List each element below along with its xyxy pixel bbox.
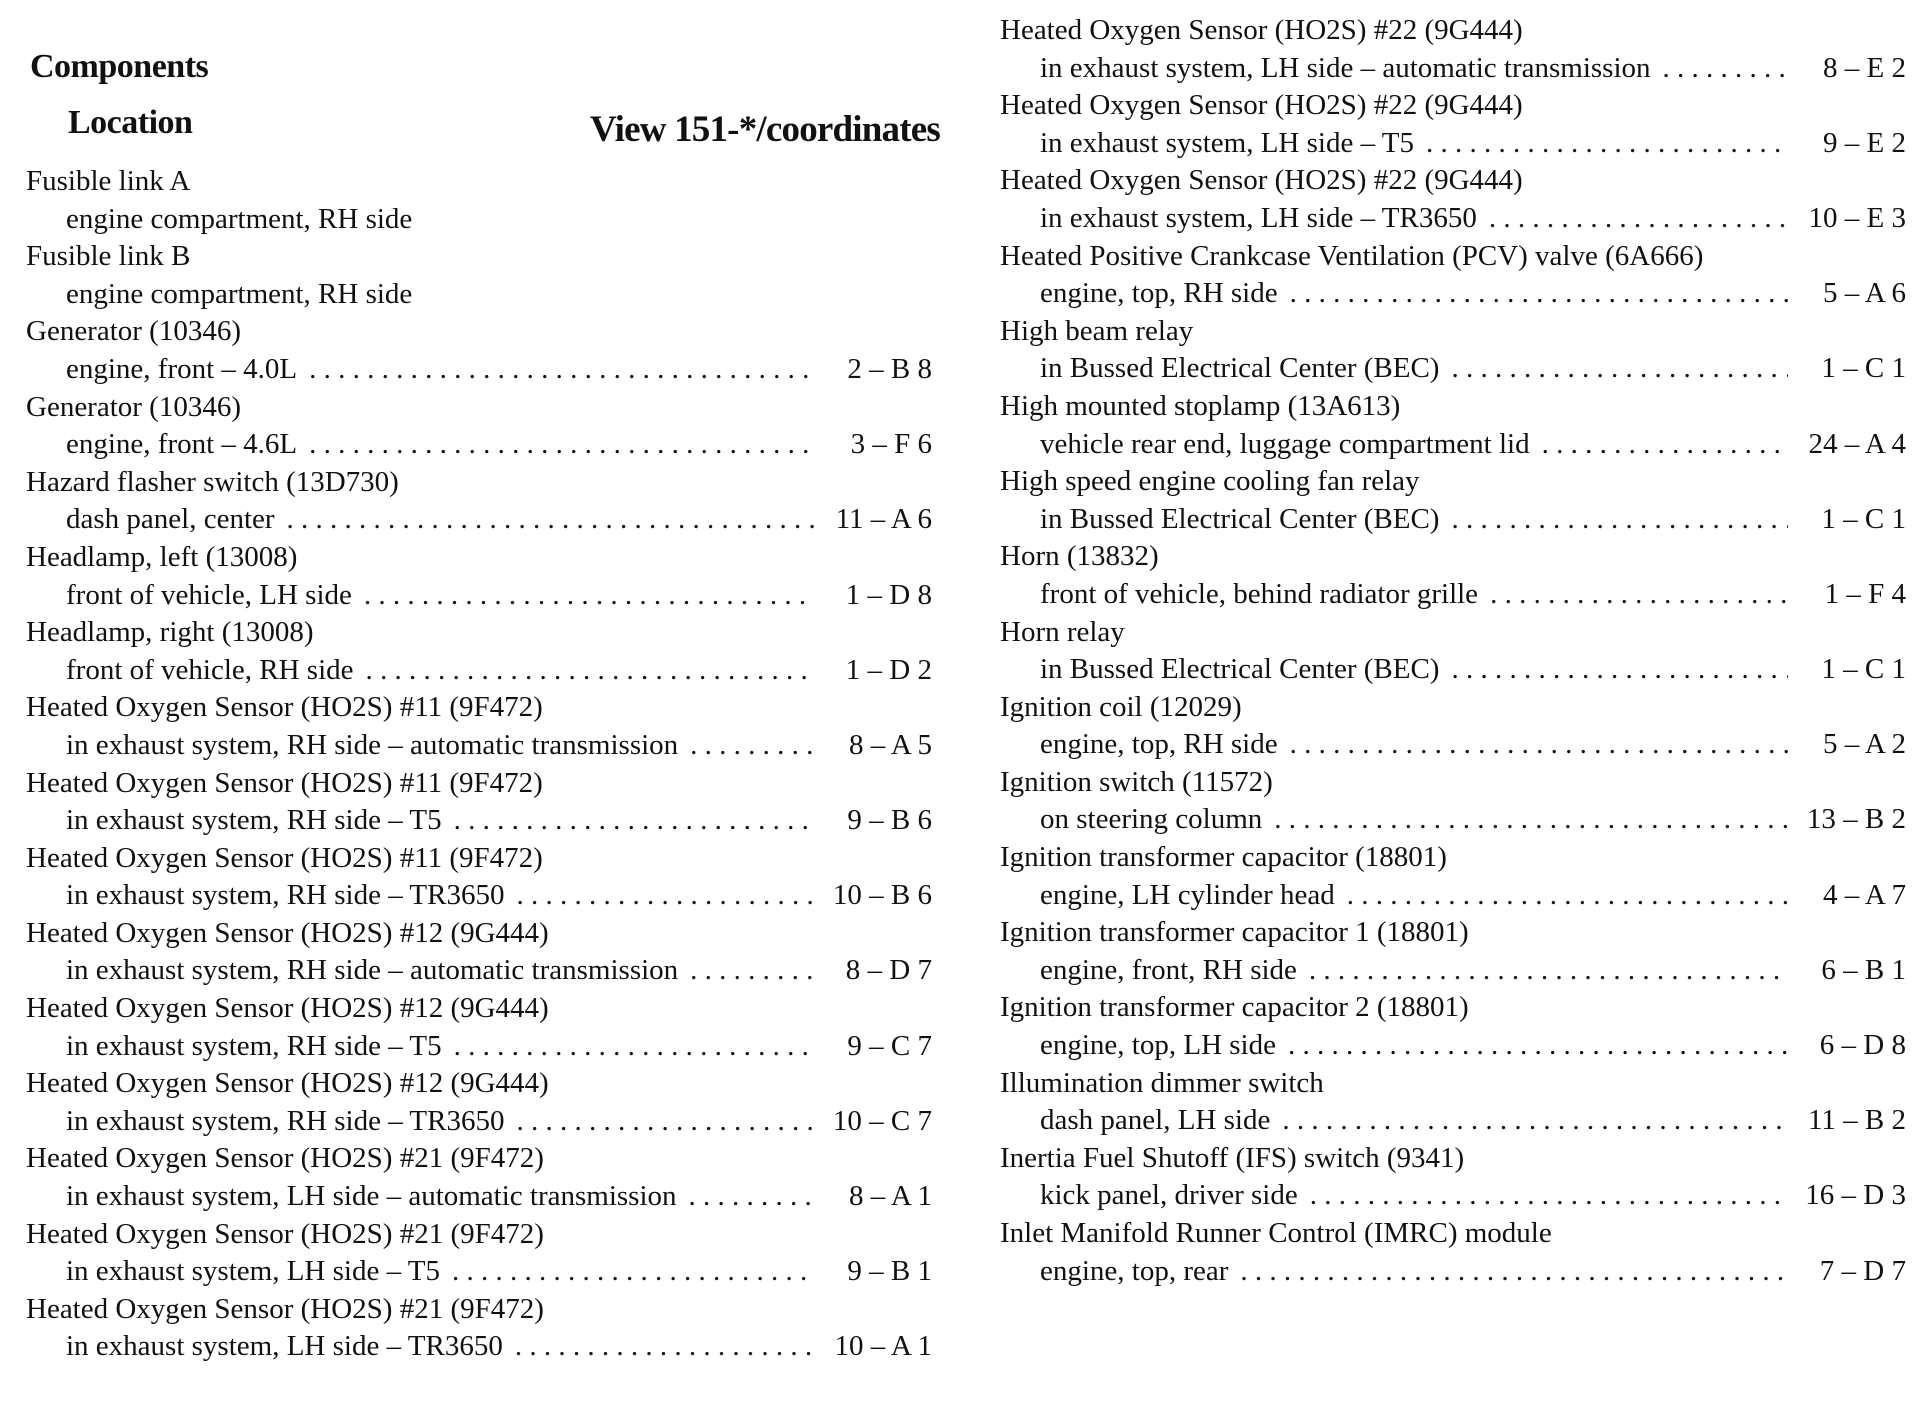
component-location-row	[26, 1328, 938, 1366]
component-name: Heated Oxygen Sensor (HO2S) #21 (9F472)	[26, 1142, 544, 1175]
heading-location: Location	[68, 104, 193, 141]
view-coordinate: 8 – A 1	[849, 1180, 932, 1213]
component-location: in exhaust system, RH side – TR3650	[66, 1104, 505, 1137]
component-location-row	[26, 201, 938, 239]
component-location-row	[1000, 200, 1912, 238]
component-location-row	[26, 802, 938, 840]
component-location-row	[26, 1253, 938, 1291]
component-name: Headlamp, right (13008)	[26, 616, 314, 649]
component-location-row	[26, 577, 938, 615]
component-name: Heated Oxygen Sensor (HO2S) #12 (9G444)	[26, 916, 549, 949]
component-location-row	[1000, 877, 1912, 915]
component-entry	[26, 238, 938, 313]
component-name: Heated Oxygen Sensor (HO2S) #22 (9G444)	[1000, 89, 1523, 122]
component-location-row	[26, 877, 938, 915]
left-entry-list	[26, 163, 938, 1366]
component-name: Generator (10346)	[26, 390, 241, 423]
view-coordinate: 6 – B 1	[1821, 953, 1906, 986]
component-name: Heated Positive Crankcase Ventilation (PCV) valve (6A666)	[1000, 239, 1704, 272]
component-entry	[1000, 87, 1912, 162]
dot-leader	[275, 501, 814, 539]
component-location: engine, top, RH side	[1040, 277, 1278, 310]
component-entry	[26, 389, 938, 464]
component-location: dash panel, LH side	[1040, 1104, 1271, 1137]
component-name: Heated Oxygen Sensor (HO2S) #11 (9F472)	[26, 766, 543, 799]
component-location-row	[1000, 501, 1912, 539]
component-entry	[26, 1140, 938, 1215]
component-entry	[26, 313, 938, 388]
component-entry	[1000, 914, 1912, 989]
component-location-row	[1000, 952, 1912, 990]
dot-leader	[354, 652, 814, 690]
component-name: Ignition transformer capacitor (18801)	[1000, 841, 1447, 874]
component-name: Heated Oxygen Sensor (HO2S) #22 (9G444)	[1000, 14, 1523, 46]
dot-leader	[1530, 426, 1788, 464]
component-location-row	[1000, 1253, 1912, 1291]
component-location: engine compartment, RH side	[66, 202, 413, 235]
component-location-row	[1000, 801, 1912, 839]
dot-leader	[504, 1103, 814, 1141]
component-entry	[1000, 689, 1912, 764]
heading-view-coordinates: View 151-*/coordinates	[590, 109, 940, 150]
view-coordinate: 5 – A 2	[1823, 728, 1906, 761]
component-location: engine, front, RH side	[1040, 953, 1297, 986]
component-location-row	[1000, 1102, 1912, 1140]
component-location: in Bussed Electrical Center (BEC)	[1040, 352, 1440, 385]
dot-leader	[1262, 801, 1788, 839]
component-entry	[26, 163, 938, 238]
dot-leader	[1477, 200, 1788, 238]
view-coordinate: 11 – A 6	[835, 503, 932, 536]
component-entry	[26, 990, 938, 1065]
component-location-row	[1000, 1177, 1912, 1215]
component-name: Inlet Manifold Runner Control (IMRC) module	[1000, 1217, 1552, 1249]
component-location-row	[26, 652, 938, 690]
view-coordinate: 7 – D 7	[1819, 1254, 1906, 1287]
view-coordinate: 10 – C 7	[832, 1104, 932, 1137]
component-location: in exhaust system, LH side – TR3650	[1040, 201, 1477, 234]
component-name: Heated Oxygen Sensor (HO2S) #11 (9F472)	[26, 691, 543, 724]
component-location: on steering column	[1040, 803, 1263, 836]
component-entry	[26, 689, 938, 764]
component-entry	[1000, 614, 1912, 689]
dot-leader	[678, 727, 814, 765]
component-location-row	[1000, 275, 1912, 313]
dot-leader	[1414, 125, 1788, 163]
component-location-row	[1000, 50, 1912, 88]
dot-leader	[1298, 1177, 1788, 1215]
component-location-row	[26, 1103, 938, 1141]
component-name: Hazard flasher switch (13D730)	[26, 465, 399, 498]
dot-leader	[1270, 1102, 1788, 1140]
dot-leader	[1278, 726, 1788, 764]
dot-leader	[1228, 1253, 1788, 1291]
dot-leader	[297, 351, 814, 389]
view-coordinate: 9 – B 1	[847, 1255, 932, 1288]
component-entry	[26, 915, 938, 990]
dot-leader	[677, 1178, 814, 1216]
component-location-row	[1000, 125, 1912, 163]
component-name: Heated Oxygen Sensor (HO2S) #21 (9F472)	[26, 1217, 544, 1250]
component-entry	[26, 539, 938, 614]
view-coordinate: 1 – D 8	[845, 578, 932, 611]
view-coordinate: 1 – C 1	[1821, 653, 1906, 686]
component-name: Illumination dimmer switch	[1000, 1066, 1324, 1099]
view-coordinate: 4 – A 7	[1823, 878, 1906, 911]
component-location: engine, top, RH side	[1040, 728, 1278, 761]
view-coordinate: 16 – D 3	[1805, 1179, 1906, 1212]
component-name: High mounted stoplamp (13A613)	[1000, 389, 1401, 422]
view-coordinate: 13 – B 2	[1806, 803, 1906, 836]
component-location: in exhaust system, RH side – T5	[66, 1029, 442, 1062]
component-entry	[1000, 463, 1912, 538]
dot-leader	[440, 1253, 814, 1291]
view-coordinate: 1 – C 1	[1821, 352, 1906, 385]
component-name: Horn (13832)	[1000, 540, 1159, 573]
component-entry	[26, 614, 938, 689]
component-location-row	[26, 952, 938, 990]
view-coordinate: 24 – A 4	[1808, 427, 1906, 460]
view-coordinate: 5 – A 6	[1823, 277, 1906, 310]
component-name: Heated Oxygen Sensor (HO2S) #11 (9F472)	[26, 841, 543, 874]
component-location: in exhaust system, LH side – T5	[1040, 126, 1415, 159]
component-location: vehicle rear end, luggage compartment lid	[1040, 427, 1530, 460]
view-coordinate: 2 – B 8	[847, 352, 932, 385]
view-coordinate: 8 – A 5	[849, 728, 932, 761]
view-coordinate: 8 – D 7	[845, 954, 932, 987]
component-entry	[26, 1291, 938, 1366]
component-entry	[1000, 238, 1912, 313]
component-location: in exhaust system, LH side – automatic transmission	[1040, 51, 1651, 84]
component-location: engine compartment, RH side	[66, 277, 413, 310]
dot-leader	[678, 952, 814, 990]
dot-leader	[1276, 1027, 1788, 1065]
component-location: in exhaust system, RH side – automatic transmission	[66, 954, 679, 987]
component-entry	[1000, 1215, 1912, 1290]
component-name: Generator (10346)	[26, 315, 241, 348]
component-entry	[1000, 313, 1912, 388]
component-entry	[1000, 162, 1912, 237]
component-entry	[1000, 12, 1912, 87]
component-location-row	[26, 426, 938, 464]
view-coordinate: 1 – C 1	[1821, 502, 1906, 535]
component-location: front of vehicle, LH side	[66, 578, 352, 611]
component-entry	[1000, 989, 1912, 1064]
view-coordinate: 10 – E 3	[1808, 201, 1906, 234]
component-name: High beam relay	[1000, 314, 1194, 347]
component-name: Headlamp, left (13008)	[26, 540, 298, 573]
component-location-row	[1000, 726, 1912, 764]
right-entry-list	[1000, 12, 1912, 1290]
component-location-row	[26, 727, 938, 765]
component-location: in Bussed Electrical Center (BEC)	[1040, 502, 1440, 535]
component-name: Ignition transformer capacitor 1 (18801)	[1000, 916, 1469, 949]
view-coordinate: 1 – F 4	[1824, 577, 1906, 610]
dot-leader	[1478, 576, 1788, 614]
component-location: front of vehicle, behind radiator grille	[1040, 577, 1479, 610]
component-location-row	[1000, 651, 1912, 689]
component-location: in exhaust system, RH side – TR3650	[66, 879, 505, 912]
dot-leader	[1335, 877, 1788, 915]
component-location: engine, front – 4.0L	[66, 352, 298, 385]
dot-leader	[352, 577, 814, 615]
component-location: in exhaust system, LH side – automatic transmission	[66, 1180, 677, 1213]
dot-leader	[297, 426, 814, 464]
view-coordinate: 10 – B 6	[832, 879, 932, 912]
component-name: Ignition coil (12029)	[1000, 690, 1242, 723]
component-name: Ignition transformer capacitor 2 (18801)	[1000, 991, 1469, 1024]
component-name: Inertia Fuel Shutoff (IFS) switch (9341)	[1000, 1141, 1465, 1174]
component-location: engine, LH cylinder head	[1040, 878, 1335, 911]
component-location-row	[26, 1178, 938, 1216]
view-coordinate: 1 – D 2	[845, 653, 932, 686]
view-coordinate: 6 – D 8	[1819, 1029, 1906, 1062]
component-entry	[1000, 1065, 1912, 1140]
component-entry	[1000, 388, 1912, 463]
view-coordinate: 9 – C 7	[847, 1029, 932, 1062]
component-location: dash panel, center	[66, 503, 275, 536]
component-location-row	[1000, 1027, 1912, 1065]
component-location: in exhaust system, RH side – T5	[66, 804, 442, 837]
dot-leader	[1439, 501, 1788, 539]
view-coordinate: 3 – F 6	[850, 428, 932, 461]
component-entry	[26, 840, 938, 915]
component-name: Heated Oxygen Sensor (HO2S) #12 (9G444)	[26, 992, 549, 1025]
dot-leader	[442, 1028, 814, 1066]
dot-leader	[503, 1328, 814, 1366]
component-location: in exhaust system, RH side – automatic transmission	[66, 728, 679, 761]
view-coordinate: 11 – B 2	[1807, 1104, 1906, 1137]
component-location-row	[1000, 426, 1912, 464]
dot-leader	[504, 877, 814, 915]
component-name: Heated Oxygen Sensor (HO2S) #12 (9G444)	[26, 1067, 549, 1100]
component-entry	[26, 464, 938, 539]
component-name: Horn relay	[1000, 615, 1125, 648]
component-name: Heated Oxygen Sensor (HO2S) #21 (9F472)	[26, 1292, 544, 1325]
component-location-row	[26, 501, 938, 539]
component-name: Heated Oxygen Sensor (HO2S) #22 (9G444)	[1000, 164, 1523, 197]
component-entry	[1000, 538, 1912, 613]
component-location: kick panel, driver side	[1040, 1179, 1298, 1212]
component-location-row	[1000, 350, 1912, 388]
component-location-row	[1000, 576, 1912, 614]
view-coordinate: 9 – B 6	[847, 804, 932, 837]
component-entry	[26, 765, 938, 840]
component-location-row	[26, 1028, 938, 1066]
component-location: engine, top, rear	[1040, 1254, 1229, 1287]
view-coordinate: 8 – E 2	[1823, 51, 1906, 84]
heading-components: Components	[30, 48, 209, 85]
dot-leader	[1297, 952, 1788, 990]
component-location: in exhaust system, LH side – T5	[66, 1255, 441, 1288]
component-name: High speed engine cooling fan relay	[1000, 465, 1420, 498]
dot-leader	[1278, 275, 1788, 313]
component-location: front of vehicle, RH side	[66, 653, 354, 686]
component-entry	[1000, 1140, 1912, 1215]
dot-leader	[1439, 651, 1788, 689]
dot-leader	[1439, 350, 1788, 388]
dot-leader	[1651, 50, 1788, 88]
component-location: engine, top, LH side	[1040, 1029, 1276, 1062]
dot-leader	[442, 802, 814, 840]
component-entry	[1000, 839, 1912, 914]
component-entry	[1000, 764, 1912, 839]
component-name: Fusible link B	[26, 240, 191, 273]
component-entry	[26, 1065, 938, 1140]
component-location-row	[26, 276, 938, 314]
view-coordinate: 10 – A 1	[834, 1330, 932, 1363]
component-name: Fusible link A	[26, 165, 191, 197]
component-location: in exhaust system, LH side – TR3650	[66, 1330, 503, 1363]
view-coordinate: 9 – E 2	[1823, 126, 1906, 159]
component-location: in Bussed Electrical Center (BEC)	[1040, 653, 1440, 686]
component-location-row	[26, 351, 938, 389]
component-location: engine, front – 4.6L	[66, 428, 298, 461]
component-entry	[26, 1216, 938, 1291]
component-name: Ignition switch (11572)	[1000, 765, 1273, 798]
